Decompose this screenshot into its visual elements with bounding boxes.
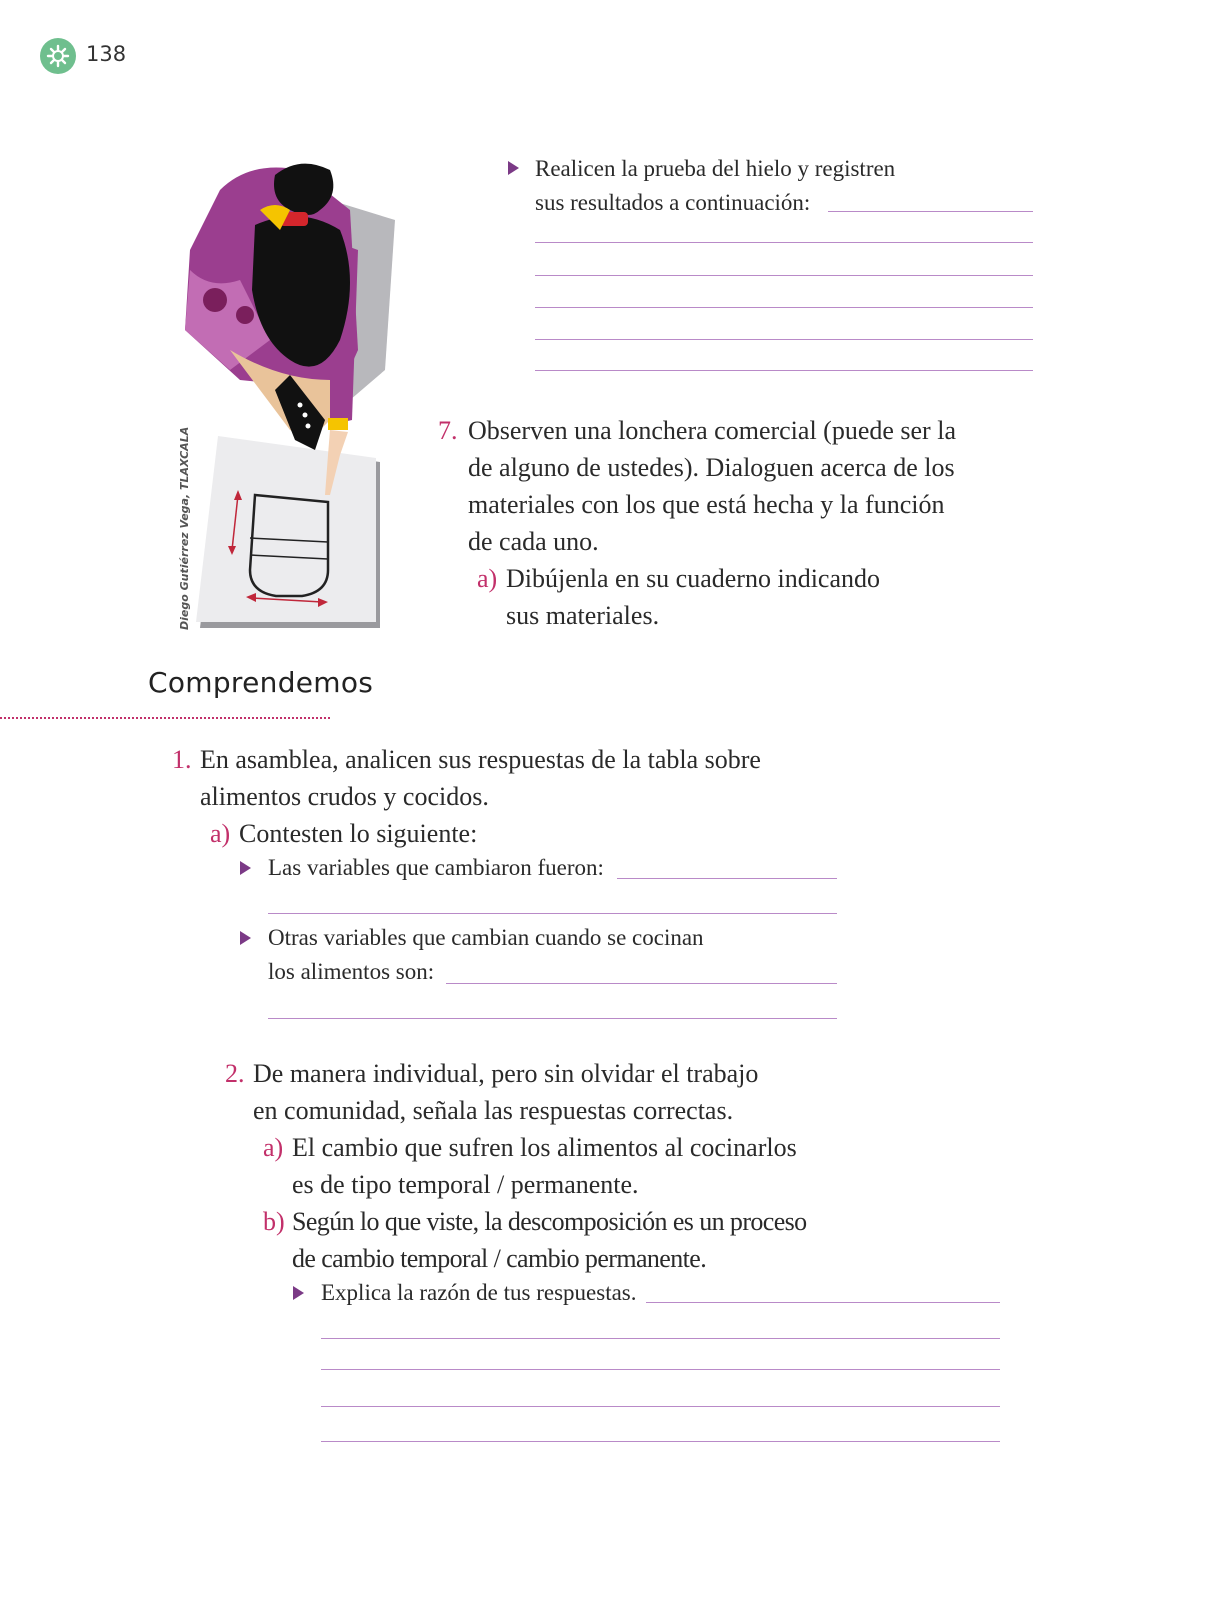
answer-line[interactable] [321, 1369, 1000, 1370]
answer-line[interactable] [446, 983, 837, 984]
girl-drawing-illustration [180, 150, 410, 640]
answer-line[interactable] [617, 878, 837, 879]
q1-a-label: a) [210, 819, 231, 848]
answer-line[interactable] [268, 1018, 837, 1019]
q2-a-line: El cambio que sufren los alimentos al cocinarlos [292, 1133, 797, 1162]
q1-bullet-2-line: Otras variables que cambian cuando se cocinan [268, 925, 704, 950]
q2-line: en comunidad, señala las respuestas correctas. [253, 1096, 734, 1125]
answer-line[interactable] [535, 339, 1033, 340]
answer-line[interactable] [321, 1406, 1000, 1407]
q7-line: de cada uno. [468, 527, 599, 556]
q1-line: alimentos crudos y cocidos. [200, 782, 489, 811]
page-badge-icon [40, 38, 76, 74]
bullet-arrow-icon [508, 161, 519, 175]
heading-divider [0, 717, 330, 719]
q1-bullet-1: Las variables que cambiaron fueron: [268, 855, 604, 880]
q2-a-line: es de tipo temporal / permanente. [292, 1170, 639, 1199]
q2-b-label: b) [263, 1207, 285, 1236]
bullet-arrow-icon [240, 931, 251, 945]
q1-a-text: Contesten lo siguiente: [239, 819, 478, 848]
bullet-arrow-icon [240, 861, 251, 875]
answer-line[interactable] [321, 1441, 1000, 1442]
q1-line: En asamblea, analicen sus respuestas de la tabla sobre [200, 745, 761, 774]
ice-test-line-2: sus resultados a continuación: [535, 190, 811, 215]
answer-line[interactable] [535, 370, 1033, 371]
bullet-arrow-icon [293, 1286, 304, 1300]
answer-line[interactable] [321, 1338, 1000, 1339]
q7-line: de alguno de ustedes). Dialoguen acerca de los [468, 453, 955, 482]
q7-number: 7. [438, 416, 458, 445]
q2-a-label: a) [263, 1133, 284, 1162]
q7-a-label: a) [477, 564, 498, 593]
answer-line[interactable] [268, 913, 837, 914]
answer-line[interactable] [828, 211, 1033, 212]
q2-b-line: Según lo que viste, la descomposición es un proceso [292, 1207, 807, 1236]
illustration-credit: Diego Gutiérrez Vega, TLAXCALA [178, 426, 191, 630]
q2-line: De manera individual, pero sin olvidar el trabajo [253, 1059, 759, 1088]
page-number: 138 [86, 42, 127, 66]
ice-test-line-1: Realicen la prueba del hielo y registren [535, 156, 896, 181]
answer-line[interactable] [535, 275, 1033, 276]
answer-line[interactable] [535, 307, 1033, 308]
q2-number: 2. [225, 1059, 245, 1088]
q7-a-line: sus materiales. [506, 601, 660, 630]
q2-bullet: Explica la razón de tus respuestas. [321, 1280, 637, 1305]
q7-line: Observen una lonchera comercial (puede ser la [468, 416, 956, 445]
answer-line[interactable] [646, 1302, 1000, 1303]
answer-line[interactable] [535, 242, 1033, 243]
q2-b-line: de cambio temporal / cambio permanente. [292, 1244, 707, 1273]
q1-bullet-2-line: los alimentos son: [268, 959, 435, 984]
section-heading: Comprendemos [148, 666, 374, 699]
q7-line: materiales con los que está hecha y la función [468, 490, 945, 519]
q7-a-line: Dibújenla en su cuaderno indicando [506, 564, 880, 593]
q1-number: 1. [172, 745, 192, 774]
